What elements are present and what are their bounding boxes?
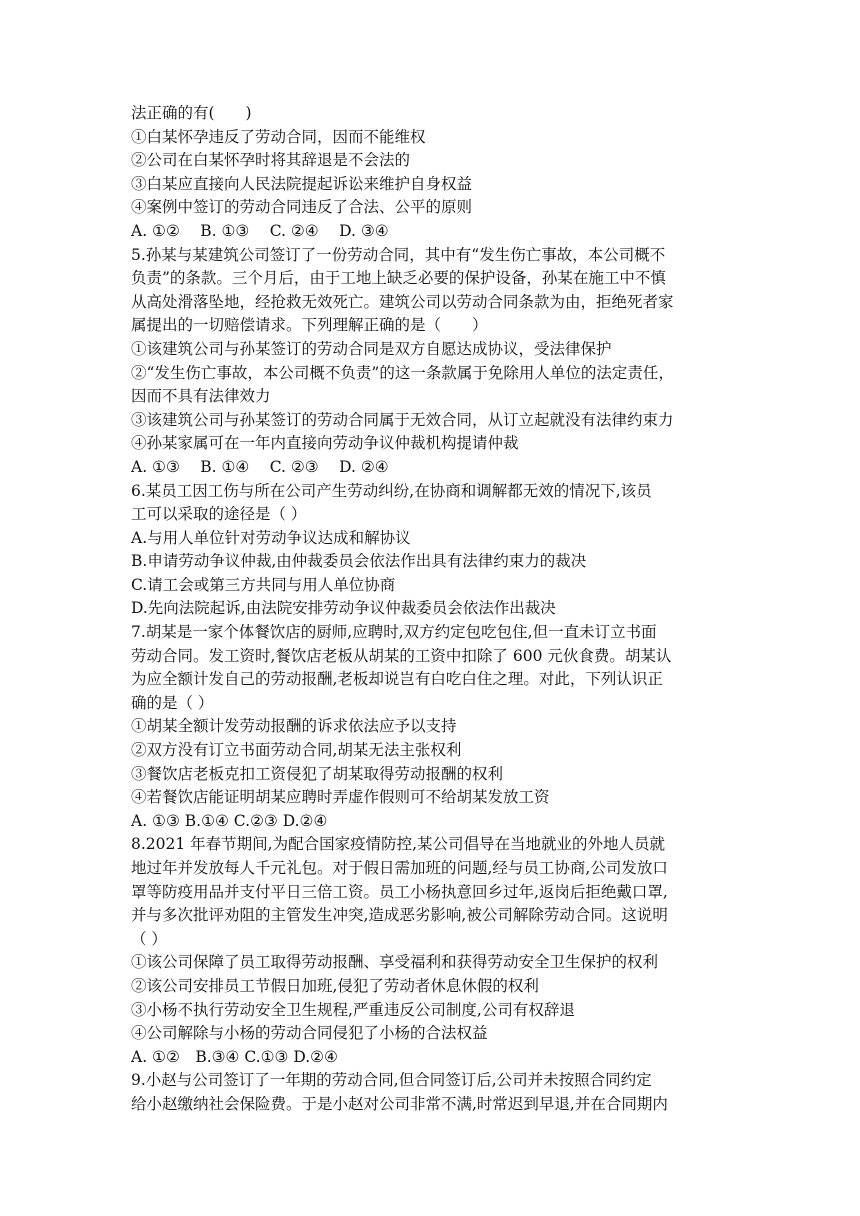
text-line: A. ①② B.③④ C.①③ D.②④ xyxy=(131,1047,338,1066)
text-line: ④孙某家属可在一年内直接向劳动争议仲裁机构提请仲裁 xyxy=(131,434,519,453)
text-line: ①该公司保障了员工取得劳动报酬、享受福利和获得劳动安全卫生保护的权利 xyxy=(131,953,659,972)
text-line: ②公司在白某怀孕时将其辞退是不会法的 xyxy=(131,151,411,170)
text-line: ④公司解除与小杨的劳动合同侵犯了小杨的合法权益 xyxy=(131,1024,488,1043)
text-line: B.申请劳动争议仲裁,由仲裁委员会依法作出具有法律约束力的裁决 xyxy=(131,552,587,571)
text-line: 为应全额计发自己的劳动报酬,老板却说岂有白吃白住之理。对此，下列认识正 xyxy=(131,670,663,689)
text-line: 因而不具有法律效力 xyxy=(131,387,271,406)
text-line: C.请工会或第三方共同与用人单位协商 xyxy=(131,575,396,594)
text-line: ①该建筑公司与孙某签订的劳动合同是双方自愿达成协议，受法律保护 xyxy=(131,339,612,358)
text-line: （ ） xyxy=(131,929,167,948)
text-line: 属提出的一切赔偿请求。下列理解正确的是（ ） xyxy=(131,316,488,335)
text-line: ②双方没有订立书面劳动合同,胡某无法主张权利 xyxy=(131,741,462,760)
text-line: 罩等防疫用品并支付平日三倍工资。员工小杨执意回乡过年,返岗后拒绝戴口罩, xyxy=(131,882,668,901)
text-line: ②该公司安排员工节假日加班,侵犯了劳动者休息休假的权利 xyxy=(131,976,539,995)
text-line: ③餐饮店老板克扣工资侵犯了胡某取得劳动报酬的权利 xyxy=(131,764,504,783)
text-line: A.与用人单位针对劳动争议达成和解协议 xyxy=(131,528,411,547)
text-line: 地过年并发放每人千元礼包。对于假日需加班的问题,经与员工协商,公司发放口 xyxy=(131,859,668,877)
text-line: 负责”的条款。三个月后，由于工地上缺乏必要的保护设备，孙某在施工中不慎 xyxy=(131,269,666,288)
text-line: 工可以采取的途径是（ ） xyxy=(131,505,307,524)
text-line: ③该建筑公司与孙某签订的劳动合同属于无效合同，从订立起就没有法律约束力 xyxy=(131,410,674,429)
document-page xyxy=(131,102,741,1117)
text-line: 9.小赵与公司签订了一年期的劳动合同,但合同签订后,公司并未按照合同约定 xyxy=(131,1071,652,1090)
text-line: 并与多次批评劝阻的主管发生冲突,造成恶劣影响,被公司解除劳动合同。这说明 xyxy=(131,906,668,925)
text-line: ①白某怀孕违反了劳动合同，因而不能维权 xyxy=(131,127,426,146)
text-line: 6.某员工因工伤与所在公司产生劳动纠纷,在协商和调解都无效的情况下,该员 xyxy=(131,481,652,500)
text-line: A. ①③ B.①④ C.②③ D.②④ xyxy=(131,811,328,830)
text-line: 7.胡某是一家个体餐饮店的厨师,应聘时,双方约定包吃包住,但一直未订立书面 xyxy=(131,623,657,642)
text-line: 给小赵缴纳社会保险费。于是小赵对公司非常不满,时常迟到早退,并在合同期内 xyxy=(131,1094,668,1113)
text-line: ②“发生伤亡事故，本公司概不负责”的这一条款属于免除用人单位的法定责任， xyxy=(131,363,674,382)
text-line: 法正确的有( ) xyxy=(131,104,252,122)
text-line: ③小杨不执行劳动安全卫生规程,严重违反公司制度,公司有权辞退 xyxy=(131,1000,575,1019)
text-line: 劳动合同。发工资时,餐饮店老板从胡某的工资中扣除了 600 元伙食费。胡某认 xyxy=(131,646,672,665)
text-line: 从高处滑落坠地，经抢救无效死亡。建筑公司以劳动合同条款为由，拒绝死者家 xyxy=(131,292,674,311)
text-line: ④若餐饮店能证明胡某应聘时弄虚作假则可不给胡某发放工资 xyxy=(131,788,550,807)
text-line: 8.2021 年春节期间,为配合国家疫情防控,某公司倡导在当地就业的外地人员就 xyxy=(131,835,666,854)
text-line: 5.孙某与某建筑公司签订了一份劳动合同，其中有“发生伤亡事故，本公司概不 xyxy=(131,245,666,264)
text-line: A. ①② B. ①③ C. ②④ D. ③④ xyxy=(131,221,389,240)
text-line: ③白某应直接向人民法院提起诉讼来维护自身权益 xyxy=(131,174,473,193)
text-line: A. ①③ B. ①④ C. ②③ D. ②④ xyxy=(131,457,389,476)
text-line: ④案例中签订的劳动合同违反了合法、公平的原则 xyxy=(131,198,473,217)
text-line: 确的是（ ） xyxy=(131,693,214,712)
text-line: D.先向法院起诉,由法院安排劳动争议仲裁委员会依法作出裁决 xyxy=(131,599,556,618)
text-line: ①胡某全额计发劳动报酬的诉求依法应予以支持 xyxy=(131,717,457,736)
